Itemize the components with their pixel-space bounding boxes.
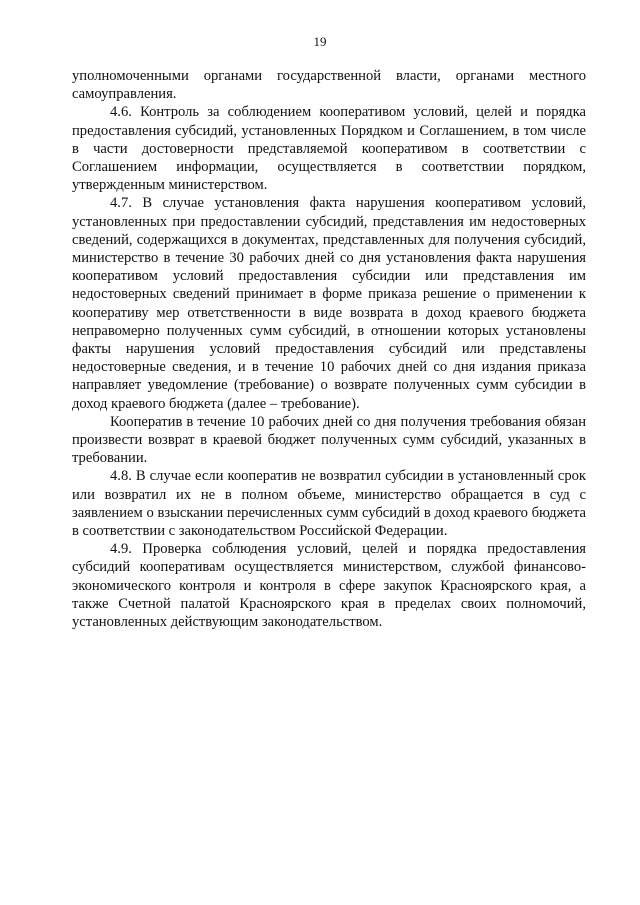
page-number: 19	[313, 34, 327, 49]
paragraph-4-7: 4.7. В случае установления факта нарушения кооперативом условий, установленных при предоставлении субсидий, представления им недостоверных сведений, содержащихся в документах, представленных для получения субсидий, министерство в течение 30 рабочих дней со дня установления факта нарушения кооперативом условий предоставления субсидии или представления им недостоверных сведений принимает в форме приказа решение о применении к кооперативу мер ответственности в виде возврата в доход краевого бюджета неправомерно полученных сумм субсидий, в отношении которых установлены факты нарушения условий предоставления субсидий или представлены недостоверные сведения, и в течение 10 рабочих дней со дня издания приказа направляет уведомление (требование) о возврате полученных сумм субсидии в доход краевого бюджета (далее – требование).	[72, 195, 586, 412]
paragraph-continuation: уполномоченными органами государственной власти, органами местного самоуправления.	[72, 68, 586, 103]
paragraph-4-7-return: Кооператив в течение 10 рабочих дней со дня получения требования обязан произвести возврат в краевой бюджет полученных сумм субсидий, указанных в требовании.	[72, 413, 586, 467]
paragraph-4-9: 4.9. Проверка соблюдения условий, целей и порядка предоставления субсидий кооперативам осуществляется министерством, службой финансово-экономического контроля и контроля в сфере закупок Красноярского края, а также Счетной палатой Красноярского края в пределах своих полномочий, установленных действующим законодательством.	[72, 541, 586, 631]
document-body	[72, 67, 586, 631]
paragraph-4-6: 4.6. Контроль за соблюдением кооперативом условий, целей и порядка предоставления субсидий, установленных Порядком и Соглашением, в том числе в части достоверности представляемой кооперативом в соответствии с Соглашением информации, осуществляется в соответствии порядком, утвержденным министерством.	[72, 104, 586, 194]
paragraph-4-8: 4.8. В случае если кооператив не возвратил субсидии в установленный срок или возвратил их не в полном объеме, министерство обращается в суд с заявлением о взыскании перечисленных сумм субсидий в доход краевого бюджета в соответствии с законодательством Российской Федерации.	[72, 468, 586, 540]
